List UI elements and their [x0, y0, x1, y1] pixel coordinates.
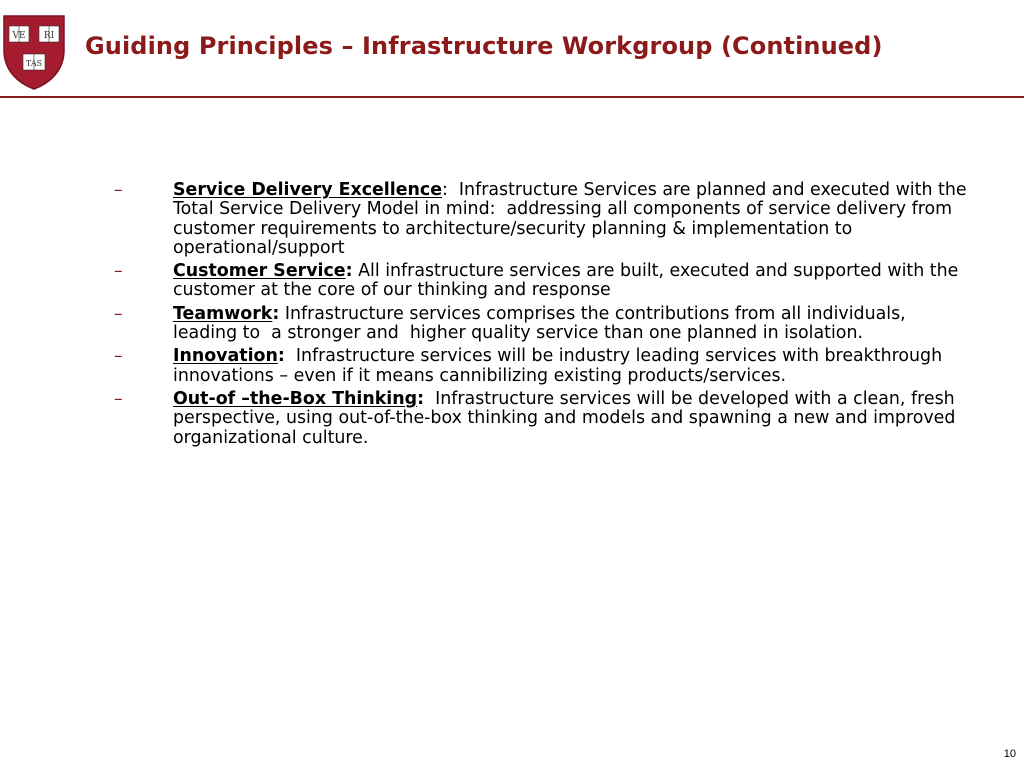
principle-customer-service — [114, 262, 974, 301]
principle-term: Customer Service — [173, 261, 346, 282]
principle-separator: : — [345, 261, 353, 282]
bullet-dash: – — [114, 180, 123, 200]
principle-text: Infrastructure Services are planned and executed with the Total Service Delivery Model in mind: addressing all components of service delivery from customer requirements to architecture/security planning & implementation to operational/support — [173, 180, 973, 258]
principle-text: All infrastructure services are built, executed and supported with the customer at the core of our thinking and response — [173, 261, 964, 301]
slide-title: Guiding Principles – Infrastructure Workgroup (Continued) — [85, 32, 883, 60]
shield-book-icon — [23, 54, 45, 70]
principle-separator: : — [277, 346, 285, 367]
principle-separator: : — [442, 180, 448, 200]
principle-separator: : — [272, 303, 280, 324]
shield-text-tas: TAS — [25, 59, 43, 68]
bullet-dash: – — [114, 303, 123, 324]
principle-term: Teamwork — [173, 303, 273, 324]
principle-teamwork — [114, 305, 974, 344]
principle-term: Service Delivery Excellence — [173, 180, 443, 200]
title-divider — [0, 96, 1024, 98]
principle-text: Infrastructure services comprises the contributions from all individuals, leading to a stronger and higher quality service than one planned in isolation. — [173, 303, 912, 344]
bullet-dash: – — [114, 346, 123, 367]
principle-term: Innovation — [173, 346, 278, 367]
page-number: 10 — [1003, 748, 1016, 760]
bullet-dash: – — [114, 388, 123, 409]
bullet-dash: – — [114, 261, 123, 282]
harvard-shield-logo — [2, 14, 66, 90]
shield-book-icon — [39, 26, 59, 42]
shield-book-icon — [9, 26, 29, 42]
principle-out-of-the-box-thinking — [114, 390, 974, 448]
principles-list — [114, 181, 974, 452]
principle-term: Out-of –the-Box Thinking — [173, 388, 418, 409]
shield-text-ri: RI — [43, 31, 55, 41]
principle-text: Infrastructure services will be industry leading services with breakthrough innovations – even if it means cannibilizing existing products/services. — [173, 346, 948, 386]
principle-innovation — [114, 347, 974, 386]
principle-separator: : — [417, 388, 425, 409]
principle-text: Infrastructure services will be developed with a clean, fresh perspective, using out-of-the-box thinking and models and spawning a new and improved organizational culture. — [173, 388, 961, 448]
shield-text-ve: VE — [12, 31, 26, 41]
principle-service-delivery-excellence — [114, 181, 974, 258]
